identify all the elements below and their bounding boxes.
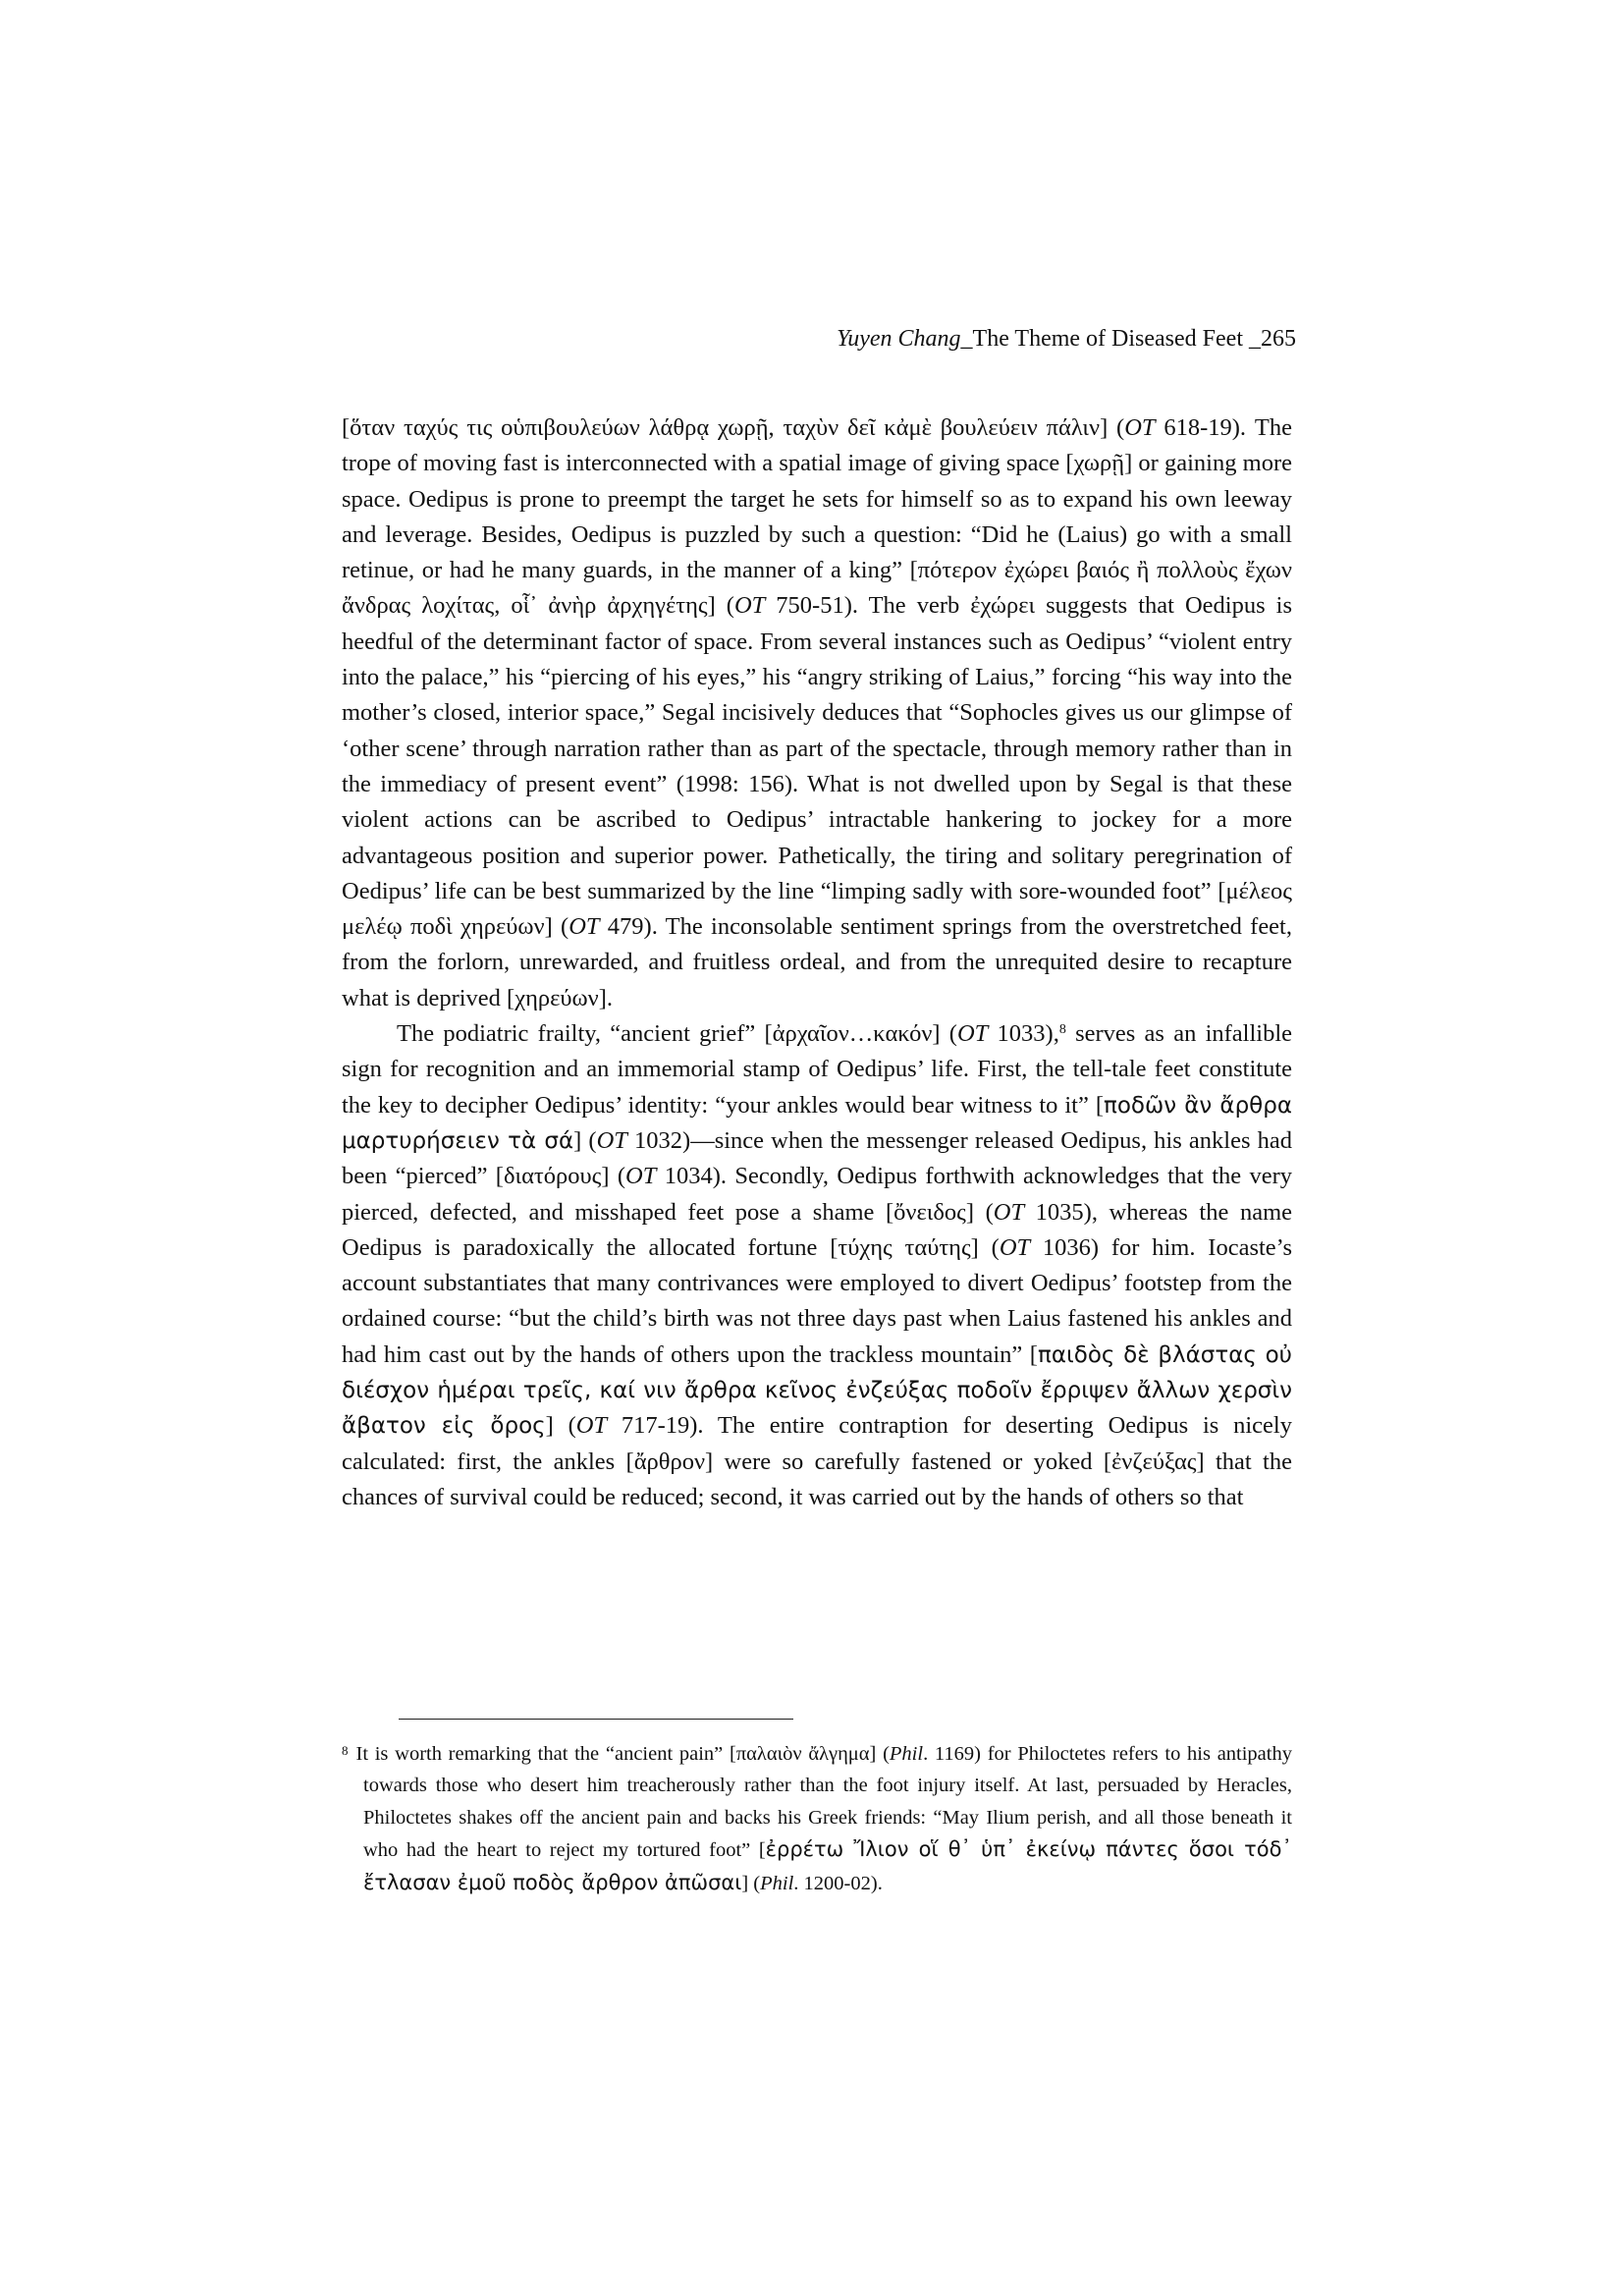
footnote-ref: 8 [1058,1022,1066,1038]
paragraph-1 [342,410,1292,1016]
paragraph-2 [342,1016,1292,1515]
italic-ref: OT [1124,414,1156,441]
body-text [342,410,1292,1515]
text-run: 1032)—since when the messenger released Oedipus, his ankles had been “pierced” [διατόρους] ( [342,1126,1292,1190]
italic-ref: Phil [889,1743,924,1765]
footnote-rule [399,1719,793,1720]
text-run: 1035), whereas the name Oedipus is paradoxically the allocated fortune [τύχης ταύτης] ( [342,1198,1292,1261]
italic-ref: OT [568,913,600,941]
running-head-author: Yuyen Chang [837,326,961,352]
text-run: . 1169) for Philoctetes refers to his antipathy towards those who desert him treacherously rather than the foot injury itself. At last, persuaded by Heracles, Philoctetes shakes off the ancient pain and backs his Greek friends: “May Ilium perish, and all those beneath it who had the heart to reject my tortured foot” [ [363,1743,1292,1862]
text-run: 1034). Secondly, Oedipus forthwith acknowledges that the very pierced, defected, and misshaped feet pose a shame [ὄνειδος] ( [342,1163,1293,1226]
italic-ref: OT [999,1233,1031,1261]
greek-quote: ποδῶν ἂν ἄρθρα μαρτυρήσειεν τὰ σά [342,1092,1293,1154]
footnote-marker: 8 [342,1743,349,1758]
italic-ref: OT [956,1020,989,1048]
italic-ref: Phil [760,1872,794,1894]
text-run: It is worth remarking that the “ancient pain” [παλαιὸν ἄλγημα] ( [355,1743,890,1765]
text-run: 1036) for him. Iocaste’s account substantiates that many contrivances were employed to divert Oedipus’ footstep from the ordained course: “but the child’s birth was not three days past when Laius fastened his ankles and had him cast out by the hands of others upon the trackless mountain” [ [342,1233,1293,1368]
text-run: 750-51). The verb ἐχώρει suggests that Oedipus is heedful of the determinant factor of space. From several instances such as Oedipus’ “violent entry into the palace,” his “piercing of his eyes,” his “angry striking of Laius,” forcing “his way into the mother’s closed, interior space,” Segal incisively deduces that “Sophocles gives us our glimpse of ‘other scene’ through narration rather than as part of the spectacle, through memory rather than in the immediacy of present event” (1998: 156). What is not dwelled upon by Segal is that these violent actions can be ascribed to Oedipus’ intractable hankering to jockey for a more advantageous position and superior power. Pathetically, the tiring and solitary peregrination of Oedipus’ life can be best summarized by the line “limping sadly with sore-wounded foot” [μέλεος μελέῳ ποδὶ χηρεύων] ( [342,592,1292,941]
footnote-text [356,1743,1293,1894]
italic-ref: OT [993,1198,1025,1226]
text-run: 479). The inconsolable sentiment springs from the overstretched feet, from the forlorn, unrewarded, and fruitless ordeal, and from the unrequited desire to recapture what is deprived [χηρεύων]. [342,913,1292,1011]
text-run: ] ( [545,1412,576,1440]
text-run: ] ( [741,1872,761,1894]
text-run: 1033), [988,1020,1059,1048]
text-run: 717-19). The entire contraption for deserting Oedipus is nicely calculated: first, the ankles [ἄρθρον] were so carefully fastened or yoked [ἐνζεύξας] that the chances of survival could be reduced; second, it was carried out by the hands of others so that [342,1412,1292,1510]
greek-quote: παιδὸς δὲ βλάστας οὐ διέσχον ἡμέραι τρεῖς, καί νιν ἄρθρα κεῖνος ἐνζεύξας ποδοῖν ἔρριψεν ἄλλων χερσὶν ἄβατον εἰς ὄρος [342,1341,1292,1440]
text-run: [ὅταν ταχύς τις οὑπιβουλεύων λάθρᾳ χωρῇ, ταχὺν δεῖ κἀμὲ βουλεύειν πάλιν] ( [342,414,1125,441]
text-run: . 1200-02). [793,1872,883,1894]
text-run: serves as an infallible sign for recognition and an immemorial stamp of Oedipus’ life. First, the tell-tale feet constitute the key to decipher Oedipus’ identity: “your ankles would bear witness to it” [ [342,1020,1293,1119]
text-run: 618-19). The trope of moving fast is interconnected with a spatial image of giving space [χωρῇ] or gaining more space. Oedipus is prone to preempt the target he sets for himself so as to expand his own leeway and leverage. Besides, Oedipus is puzzled by such a question: “Did he (Laius) go with a small retinue, or had he many guards, in the manner of a king” [πότερον ἐχώρει βαιός ἢ πολλοὺς ἔχων ἄνδρας λοχίτας, οἷ᾽ ἀνὴρ ἀρχηγέτης] ( [342,414,1292,620]
running-head [837,324,1296,354]
italic-ref: OT [625,1163,657,1190]
greek-quote: ἐρρέτω Ἴλιον οἵ θ᾽ ὑπ᾽ ἐκείνῳ πάντες ὅσοι τόδ᾽ ἔτλασαν ἐμοῦ ποδὸς ἄρθρον ἀπῶσαι [363,1837,1292,1894]
italic-ref: OT [575,1412,608,1440]
italic-ref: OT [733,592,766,620]
italic-ref: OT [596,1126,627,1154]
text-run: The podiatric frailty, “ancient grief” [ἀρχαῖον…κακόν] ( [397,1020,957,1048]
running-head-title: _The Theme of Diseased Feet _265 [960,326,1296,352]
text-run: ] ( [573,1126,597,1154]
footnote-8 [342,1738,1292,1899]
